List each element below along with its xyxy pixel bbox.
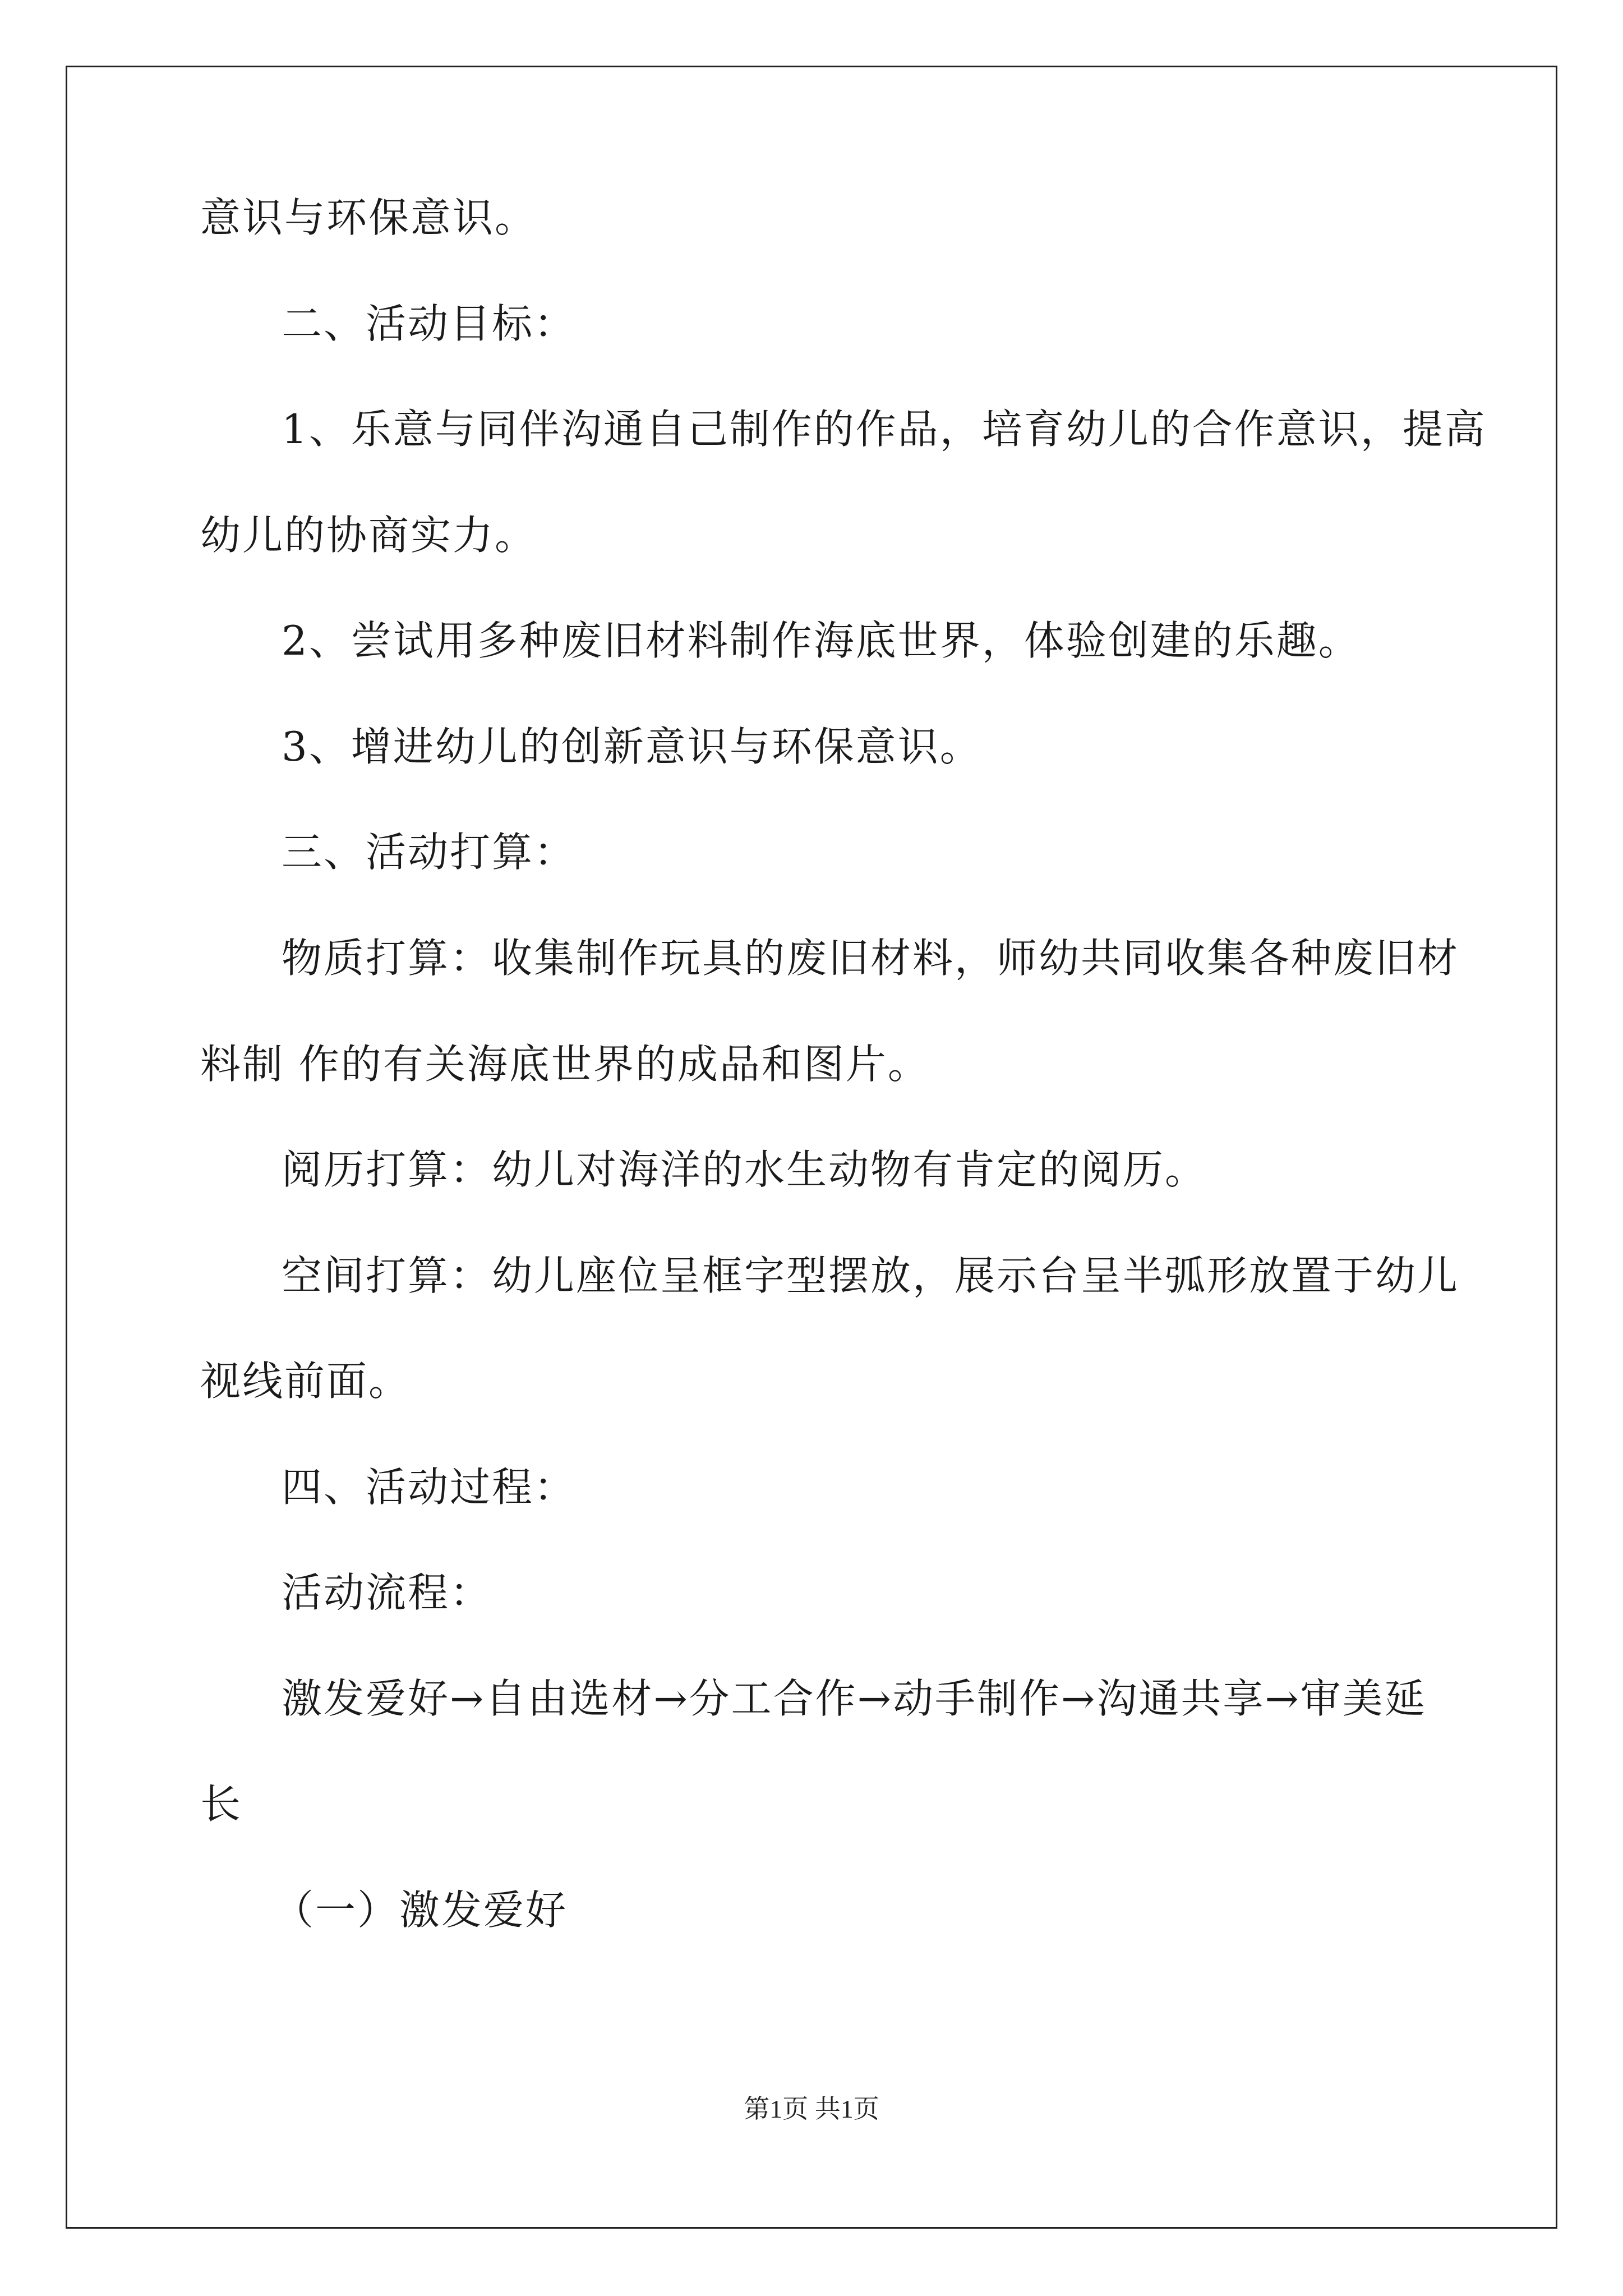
section-heading-goals: 二、活动目标： <box>282 300 577 347</box>
paragraph-line: 3、增进幼儿的创新意识与环保意识。 <box>282 723 982 770</box>
paragraph-line: 空间打算：幼儿座位呈框字型摆放，展示台呈半弧形放置于幼儿 <box>282 1252 1460 1299</box>
subsection-heading: （一）激发爱好 <box>273 1887 568 1934</box>
page-number-footer: 第1页 共1页 <box>744 2095 879 2123</box>
paragraph-line: 阅历打算：幼儿对海洋的水生动物有肯定的阅历。 <box>282 1146 1207 1193</box>
section-heading-preparation: 三、活动打算： <box>282 829 577 876</box>
paragraph-line: 意识与环保意识。 <box>200 194 537 241</box>
paragraph-line: 幼儿的协商实力。 <box>200 512 537 559</box>
paragraph-line: 2、尝试用多种废旧材料制作海底世界，体验创建的乐趣。 <box>282 617 1361 664</box>
paragraph-line: 料制 作的有关海底世界的成品和图片。 <box>200 1041 930 1088</box>
paragraph-line: 物质打算：收集制作玩具的废旧材料，师幼共同收集各种废旧材 <box>282 935 1460 982</box>
paragraph-line: 1、乐意与同伴沟通自己制作的作品，培育幼儿的合作意识，提高 <box>282 406 1487 453</box>
paragraph-line: 长 <box>200 1780 243 1828</box>
paragraph-line: 视线前面。 <box>200 1358 411 1405</box>
paragraph-line: 激发爱好→自由选材→分工合作→动手制作→沟通共享→审美延 <box>282 1675 1427 1722</box>
section-heading-process: 四、活动过程： <box>282 1464 577 1511</box>
paragraph-line: 活动流程： <box>282 1569 492 1616</box>
